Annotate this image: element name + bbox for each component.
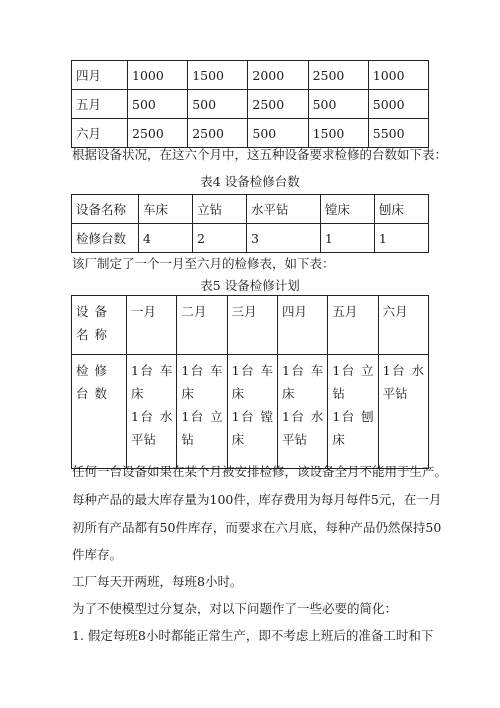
- cell-line: 1台 镗: [231, 409, 273, 424]
- table-cell: 3: [247, 224, 321, 253]
- table-cell: 500: [308, 90, 368, 119]
- table-header-cell: 六月: [378, 296, 428, 355]
- table-cell: 1500: [308, 119, 368, 148]
- table-cell: 1000: [128, 61, 188, 90]
- table-header-cell: 四月: [277, 296, 327, 355]
- table-cell: 5500: [368, 119, 428, 148]
- table-cell: 4: [139, 224, 193, 253]
- table-header-cell: 设备名称: [72, 195, 139, 224]
- table-cell: 1500: [188, 61, 248, 90]
- table-header-cell: 三月: [227, 296, 277, 355]
- cell-line: 平钻: [131, 432, 157, 447]
- table-cell: 四月: [72, 61, 128, 90]
- table-cell: 500: [188, 90, 248, 119]
- cell-line: 1台 水: [382, 363, 424, 378]
- table-header-cell: 车床: [139, 195, 193, 224]
- paragraph-line: 件库存。: [72, 547, 123, 562]
- table-header-cell: 五月: [328, 296, 378, 355]
- cell-line: 床: [131, 386, 144, 401]
- cell-line: 钻: [181, 432, 194, 447]
- table-cell: 检修台数: [72, 224, 139, 253]
- table-cell: 2500: [308, 61, 368, 90]
- paragraph-text: 任何一台设备如果在某个月被安排检修，该设备全月不能用于生产。: [72, 464, 448, 479]
- cell-line: 钻: [332, 386, 345, 401]
- table-cell: 1: [374, 224, 428, 253]
- table-row: [72, 119, 429, 148]
- table-cell: 五月: [72, 90, 128, 119]
- cell-line: 1台 车: [231, 363, 273, 378]
- paragraph-text: 为了不使模型过分复杂，对以下问题作了一些必要的简化：: [72, 601, 398, 616]
- table-row: [72, 90, 429, 119]
- paragraph-text: 该厂制定了一个一月至六月的检修表，如下表：: [72, 256, 335, 271]
- cell-line: 平钻: [281, 432, 307, 447]
- table-header-cell: 水平钻: [247, 195, 321, 224]
- table-header-cell: 设备名称: [72, 296, 127, 355]
- cell-line: 床: [181, 386, 194, 401]
- cell-line: 1台 立: [332, 363, 374, 378]
- table-cell: 2: [193, 224, 247, 253]
- table-header-row: [72, 195, 429, 224]
- table-header-cell: 二月: [177, 296, 227, 355]
- cell-line: 床: [231, 386, 245, 401]
- table-cell: 六月: [72, 119, 128, 148]
- table-cell: 500: [128, 90, 188, 119]
- table-cell: 2500: [128, 119, 188, 148]
- cell-line: 1台 车: [281, 363, 324, 378]
- table-header-cell: 镗床: [320, 195, 374, 224]
- maintenance-plan-table: [71, 295, 429, 469]
- table-cell: 2500: [248, 90, 308, 119]
- monthly-production-table: [71, 60, 429, 148]
- table-row: [72, 224, 429, 253]
- table5-caption: 表5 设备检修计划: [200, 278, 300, 293]
- paragraph-line: 每种产品的最大库存量为100件，库存费用为每月每件5元，在一月: [72, 492, 442, 507]
- table-cell: 2000: [248, 61, 308, 90]
- cell-line: 1台 立: [181, 409, 223, 424]
- table-cell: [127, 355, 177, 469]
- table-cell: 500: [248, 119, 308, 148]
- table-header-cell: 立钻: [193, 195, 247, 224]
- table-row-label: 检修台数: [72, 355, 127, 469]
- maintenance-count-table: [71, 194, 429, 253]
- table-row: [72, 61, 429, 90]
- table-cell: [227, 355, 277, 469]
- table-cell: 1: [320, 224, 374, 253]
- table-cell: [378, 355, 428, 469]
- cell-line: 1台 车: [181, 363, 223, 378]
- cell-line: 1台 水: [281, 409, 324, 424]
- paragraph-line: 初所有产品都有50件库存，而要求在六月底，每种产品仍然保持50: [72, 520, 442, 535]
- table-cell: 5000: [368, 90, 428, 119]
- table-cell: [277, 355, 327, 469]
- cell-line: 1台 刨: [332, 409, 374, 424]
- cell-line: 1台 水: [131, 409, 173, 424]
- table-cell: [177, 355, 227, 469]
- paragraph-text: 工厂每天开两班，每班8小时。: [72, 574, 243, 589]
- table-row: [72, 355, 429, 469]
- cell-line: 床: [281, 386, 295, 401]
- table-header-cell: 一月: [127, 296, 177, 355]
- table-header-cell: 刨床: [374, 195, 428, 224]
- paragraph-text: 根据设备状况，在这六个月中，这五种设备要求检修的台数如下表：: [72, 147, 448, 162]
- table-cell: 2500: [188, 119, 248, 148]
- table-cell: [328, 355, 378, 469]
- cell-line: 床: [231, 432, 245, 447]
- table-cell: 1000: [368, 61, 428, 90]
- table4-caption: 表4 设备检修台数: [200, 174, 300, 189]
- cell-line: 平钻: [382, 386, 408, 401]
- table-header-row: [72, 296, 429, 355]
- cell-line: 床: [332, 432, 345, 447]
- cell-line: 1台 车: [131, 363, 173, 378]
- numbered-item: 1. 假定每班8小时都能正常生产，即不考虑上班后的准备工时和下: [72, 628, 434, 643]
